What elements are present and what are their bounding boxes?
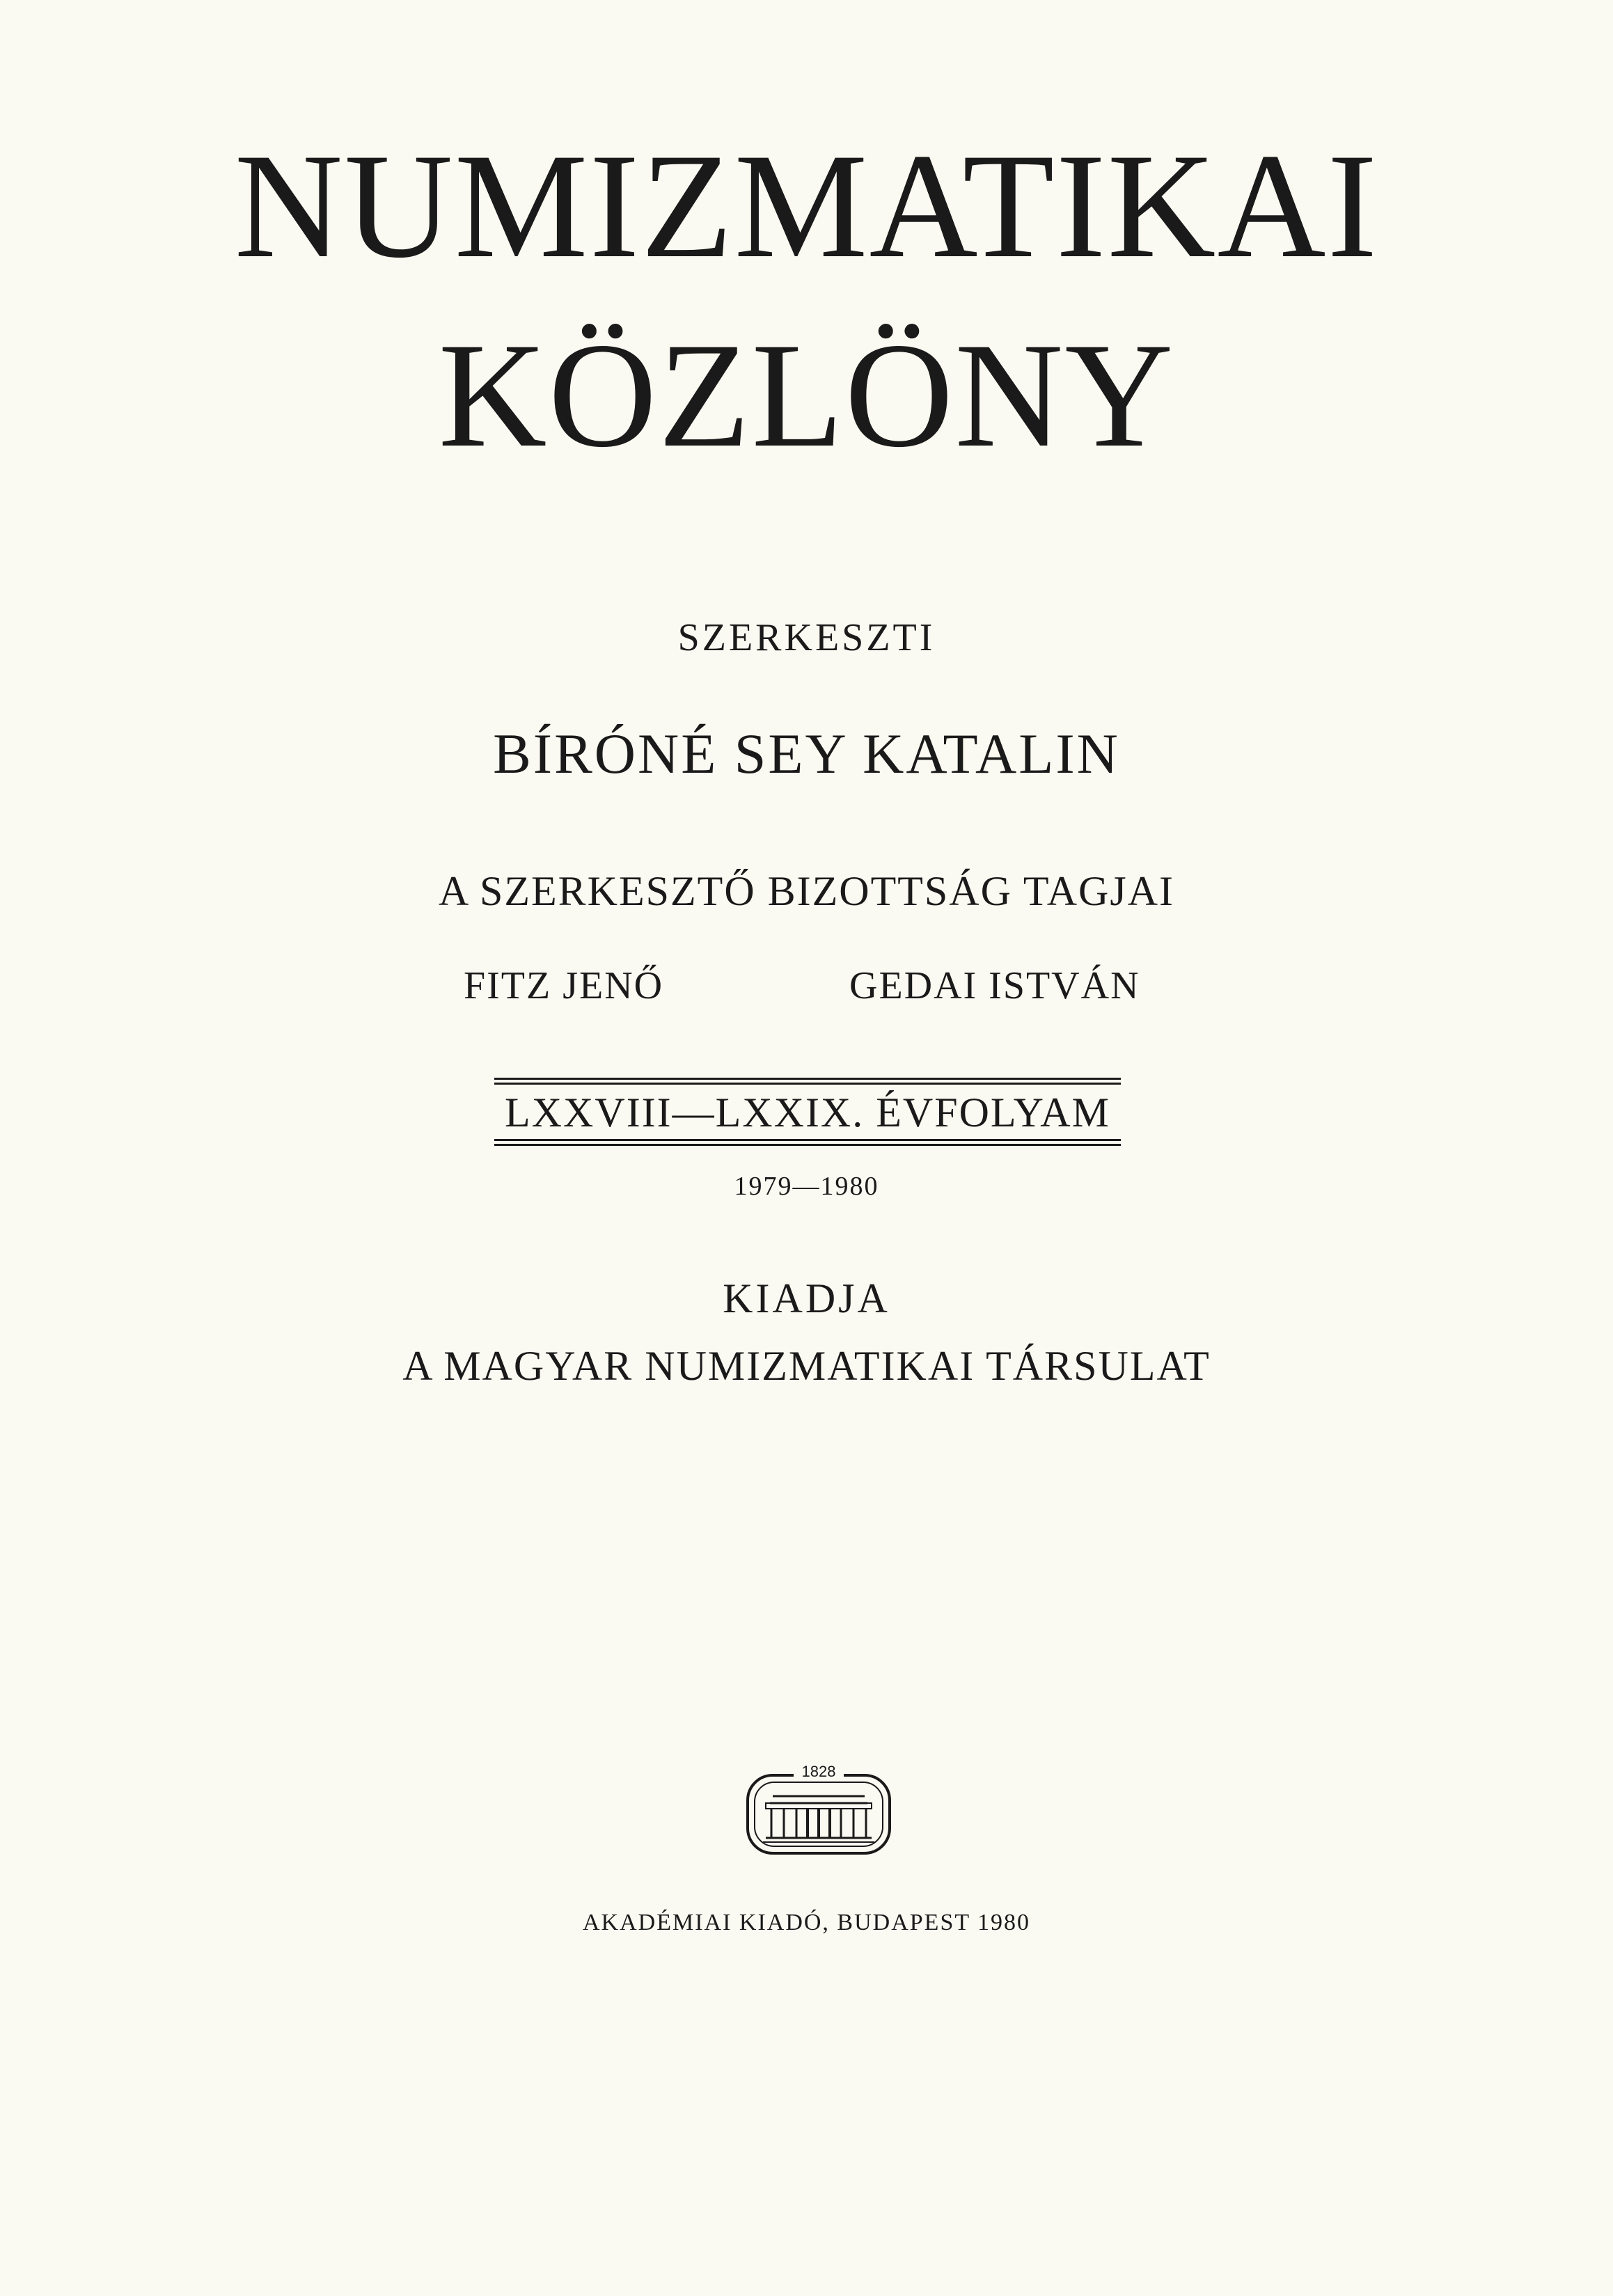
publisher-footer: AKADÉMIAI KIADÓ, BUDAPEST 1980	[582, 1910, 1031, 1935]
volume-label: LXXVIII—LXXIX. ÉVFOLYAM	[505, 1090, 1110, 1135]
board-member-1: FITZ JENŐ	[464, 964, 664, 1007]
editor-label: SZERKESZTI	[677, 616, 936, 659]
bottom-double-rule	[494, 1139, 1121, 1146]
editorial-board-label: A SZERKESZTŐ BIZOTTSÁG TAGJAI	[438, 868, 1175, 914]
volume-banner	[494, 1078, 1121, 1146]
volume-years: 1979—1980	[734, 1172, 879, 1201]
board-member-2: GEDAI ISTVÁN	[849, 964, 1140, 1007]
publisher-label: KIADJA	[723, 1275, 890, 1321]
journal-title-line-1: NUMIZMATIKAI	[234, 123, 1379, 289]
top-double-rule	[494, 1078, 1121, 1085]
editor-name: BÍRÓNÉ SEY KATALIN	[493, 722, 1120, 785]
journal-title-line-2: KÖZLÖNY	[438, 312, 1175, 478]
publisher-name: A MAGYAR NUMIZMATIKAI TÁRSULAT	[402, 1343, 1211, 1389]
logo-year: 1828	[801, 1763, 836, 1780]
akademiai-kiado-logo	[745, 1760, 892, 1857]
